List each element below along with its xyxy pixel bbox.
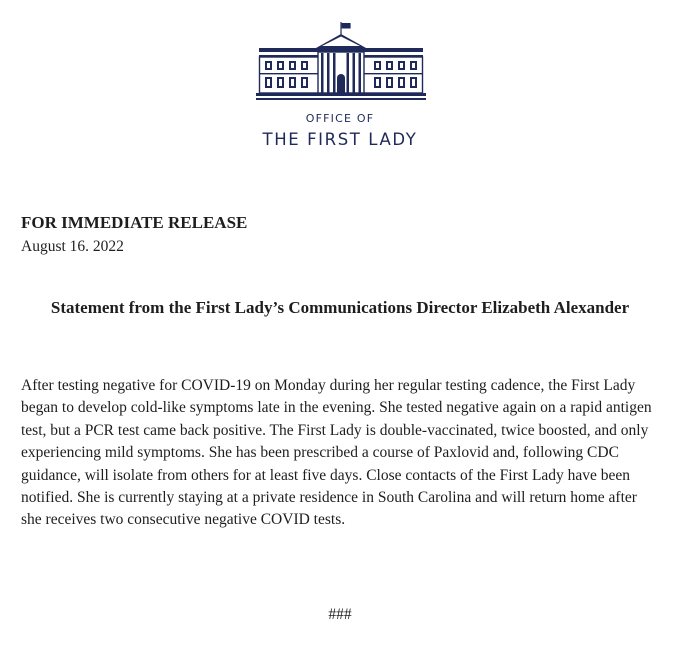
- office-of-label: OFFICE OF: [305, 112, 375, 125]
- office-name-label: THE FIRST LADY: [262, 130, 418, 149]
- white-house-icon: [256, 22, 426, 102]
- release-date: August 16. 2022: [21, 238, 124, 255]
- statement-body: After testing negative for COVID-19 on Monday during her regular testing cadence, the First Lady began to develop cold-like symptoms late in the evening. She tested negative again on a rapid antigen test, but a PCR test came back positive. The First Lady is double-vaccinated, twice boosted, and only experiencing mild symptoms. She has been prescribed a course of Paxlovid and, following CDC guidance, will isolate from others for at least five days. Close contacts of the First Lady have been notified. She is currently staying at a private residence in South Carolina and will return home after she receives two consecutive negative COVID tests.: [21, 377, 652, 529]
- end-mark: ###: [328, 606, 352, 623]
- release-label: FOR IMMEDIATE RELEASE: [21, 213, 248, 232]
- statement-title: Statement from the First Lady’s Communications Director Elizabeth Alexander: [50, 298, 630, 317]
